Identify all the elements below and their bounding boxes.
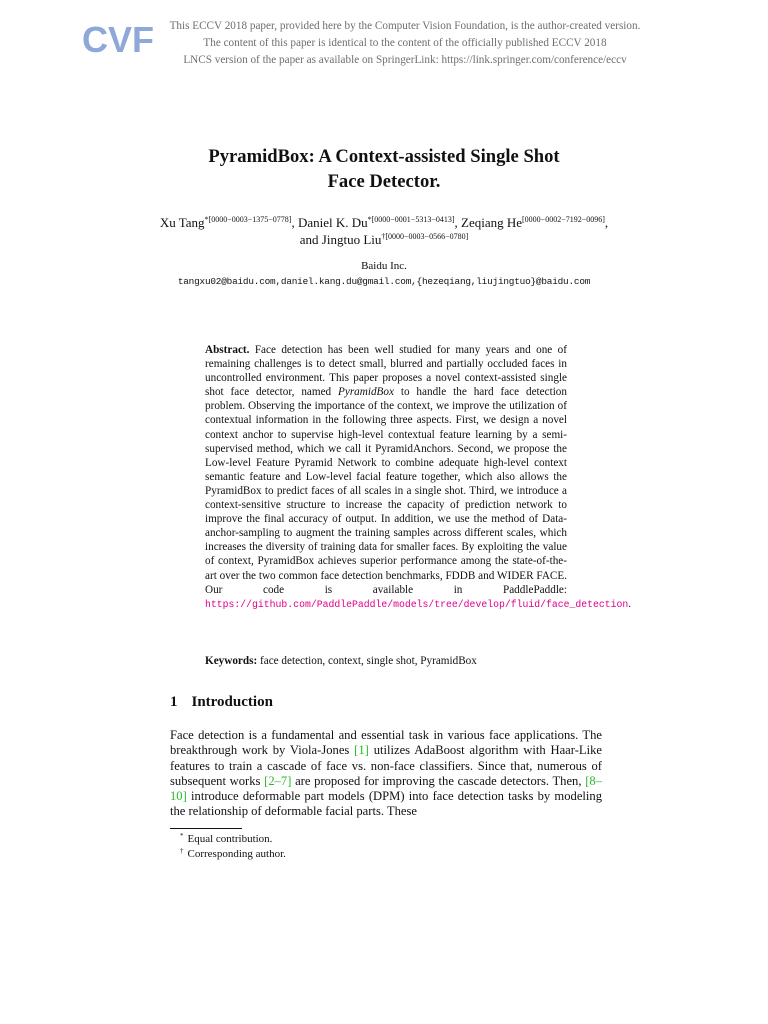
abstract-end: . [628, 597, 632, 610]
author-orcid: †[0000−0003−0566−0780] [381, 232, 469, 241]
intro-text: introduce deformable part models (DPM) into face detection tasks by modeling the relationship of deformable facial parts. These [170, 789, 603, 819]
header-line-3: LNCS version of the paper as available on SpringerLink: https://link.springer.com/conference/eccv [183, 54, 627, 66]
citation-link[interactable]: [8–10] [170, 773, 602, 804]
author-orcid: [0000−0002−7192−0096] [522, 215, 605, 224]
author-emails: tangxu02@baidu.com,daniel.kang.du@gmail.com,{hezeqiang,liujingtuo}@baidu.com [177, 276, 591, 287]
title-line-1: PyramidBox: A Context-assisted Single Shot [208, 146, 560, 167]
footnote-item: † Corresponding author. [180, 846, 286, 860]
intro-text: are proposed for improving the cascade detectors. Then, [295, 773, 582, 788]
title-line-2: Face Detector. [327, 171, 441, 192]
affiliation: Baidu Inc. [361, 260, 407, 272]
citation-link[interactable]: [2–7] [264, 773, 292, 788]
paper-title [120, 144, 648, 194]
abstract-text-continued: to handle the hard face detection problem. Observing the importance of the context, we improve the utilization of contextual information in the following three aspects. First, we design a novel context anchor to supervise high-level contextual feature learning by a semi-supervised method, which we call it PyramidAnchors. Second, we propose the Low-level Feature Pyramid Network to combine adequate high-level context semantic feature and Low-level facial feature together, which also allows the PyramidBox to predict faces of all scales in a single shot. Third, we introduce a context-sensitive structure to increase the capacity of prediction network to improve the final accuracy of output. In addition, we use the method of Data-anchor-sampling to augment the training samples across different scales, which increases the diversity of training data for smaller faces. By exploiting the value of context, PyramidBox achieves superior performance among the state-of-the-art over the two common face detection benchmarks, FDDB and WIDER FACE. Our code is available in PaddlePaddle: [205, 386, 567, 596]
author-list: Xu Tang$^{*[0000-0003-1375-0778]}$, Daniel K. $Du^{*[0000-0001-5313-0413]}$, Zeqiang He[0000−0002−7192−0096], and Jingtuo Liu$^{\dagger[0000-0003-0566-0780]}$ [159, 215, 609, 247]
cvf-logo [82, 18, 154, 60]
author-orcid: *[0000−0003−1375−0778] [204, 215, 292, 224]
intro-text: utilizes AdaBoost algorithm with Haar-Like features to train a cascade of face vs. non-face classifiers. Since that, numerous of subsequent works [170, 743, 602, 788]
author-name: Xu Tang [159, 215, 205, 230]
abstract-label: Abstract. [205, 344, 250, 356]
footnotes [180, 832, 286, 861]
author-name: Daniel K. Du [297, 215, 368, 230]
keywords [205, 655, 567, 667]
footnote-rule [170, 828, 242, 829]
code-link[interactable]: https://github.com/PaddlePaddle/models/tree/develop/fluid/face_detection [205, 598, 629, 610]
header-line-2: The content of this paper is identical to the content of the officially published ECCV 2018 [203, 37, 607, 49]
abstract-text: Face detection has been well studied for many years and one of remaining challenges is to detect small, blurred and partially occluded faces in uncontrolled environment. This paper proposes a novel context-assisted single shot face detector, named [205, 344, 567, 399]
citation-link[interactable]: [1] [354, 743, 369, 758]
keywords-text: face detection, context, single shot, PyramidBox [260, 655, 477, 667]
header-line-1: This ECCV 2018 paper, provided here by the Computer Vision Foundation, is the author-created version. [169, 20, 641, 32]
author-name: Jingtuo Liu [321, 232, 382, 247]
keywords-label: Keywords: [205, 655, 258, 667]
footnote-item: * Equal contribution. [180, 832, 273, 845]
section-title: Introduction [191, 694, 273, 710]
intro-text: Face detection is a fundamental and essential task in various face applications. The breakthrough work by Viola-Jones [170, 728, 602, 758]
cvf-logo-text: CVF [82, 19, 154, 60]
abstract [205, 343, 632, 612]
author-name: Zeqiang He [461, 215, 523, 230]
introduction-paragraph [170, 728, 602, 820]
section-number: 1 [170, 694, 178, 710]
author-orcid: *[0000−0001−5313−0413] [367, 215, 455, 224]
section-heading [170, 694, 273, 711]
abstract-emphasis: PyramidBox [338, 386, 394, 399]
copyright-header [150, 18, 660, 69]
